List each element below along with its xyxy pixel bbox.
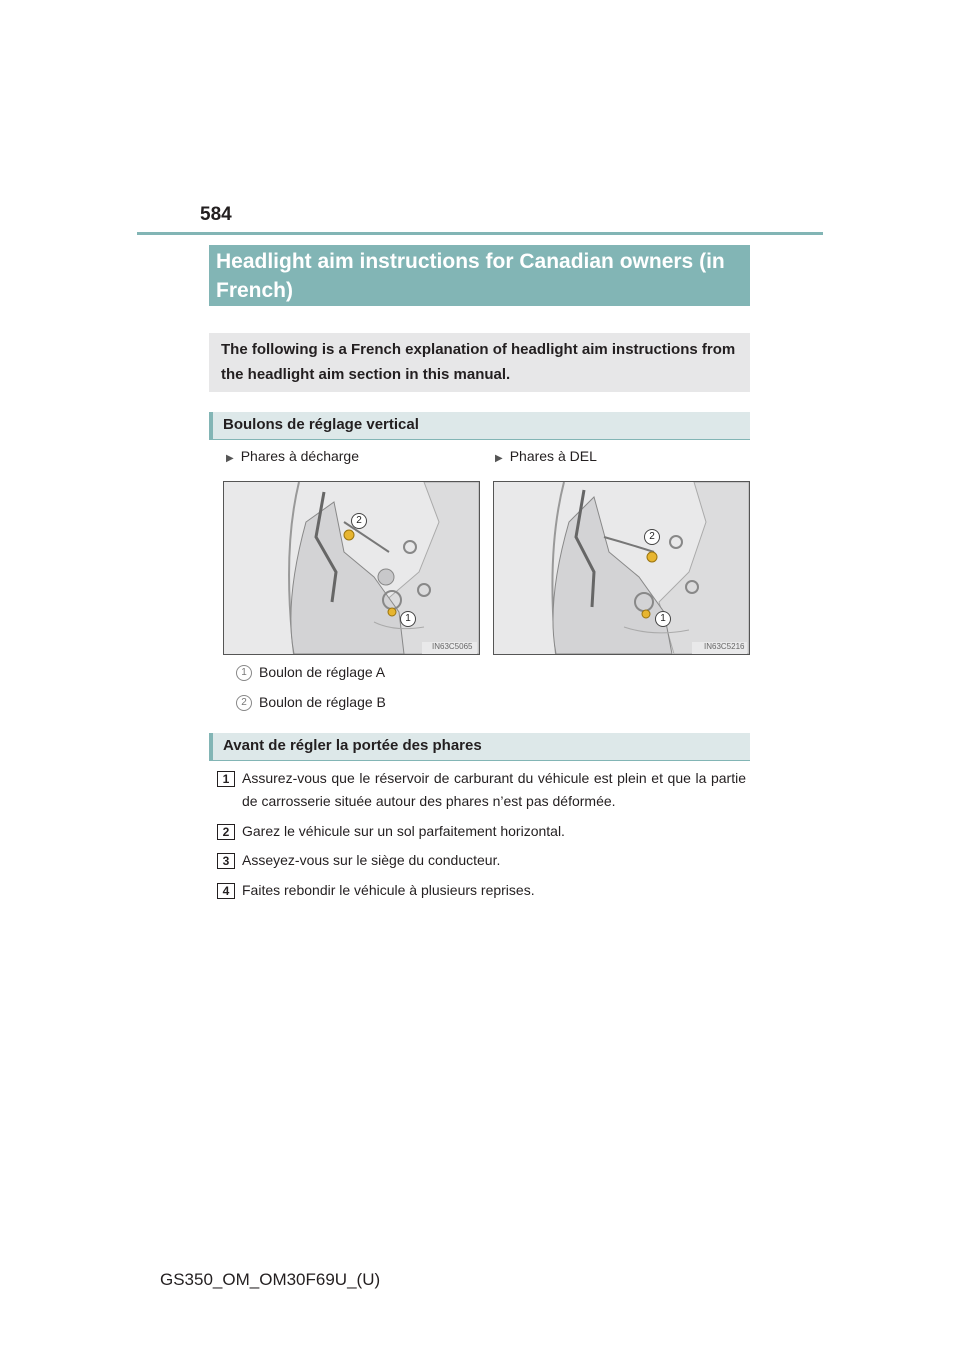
figure-code: IN63C5216 [704,642,745,651]
callout-1: 1 [655,610,671,628]
headlight-figure-discharge [223,481,480,655]
triangle-bullet-icon: ▶ [226,453,234,464]
top-rule [137,232,823,235]
intro-note: The following is a French explanation of headlight aim instructions from the headlight aim section in this manual. [209,333,750,392]
step-text: Faites rebondir le véhicule à plusieurs reprises. [242,882,535,898]
section-heading-vertical-bolts: Boulons de réglage vertical [209,412,750,440]
triangle-bullet-icon: ▶ [495,453,503,464]
figure-label-text: Phares à décharge [240,448,360,464]
page-title: Headlight aim instructions for Canadian owners (in French) [209,245,750,306]
step-text: Asseyez-vous sur le siège du conducteur. [242,852,501,868]
step-number: 2 [217,824,235,840]
step-number: 1 [217,771,235,787]
legend-number: 2 [236,695,252,711]
headlight-illustration [224,482,479,654]
callout-2: 2 [351,512,367,530]
step-number: 3 [217,853,235,869]
callout-1: 1 [400,610,416,628]
page-number: 584 [200,204,232,225]
legend-number: 1 [236,665,252,681]
section-heading-before-adjusting: Avant de régler la portée des phares [209,733,750,761]
footer-model-code: GS350_OM_OM30F69U_(U) [160,1270,381,1289]
step-text: Garez le véhicule sur un sol parfaitement horizontal. [242,823,565,839]
figure-label-text: Phares à DEL [509,448,597,464]
legend-text: Boulon de réglage A [259,664,386,680]
headlight-figure-led [493,481,750,655]
figure-code: IN63C5065 [432,642,473,651]
headlight-illustration [494,482,749,654]
legend-item [236,694,386,711]
figure-label-discharge [226,448,359,464]
legend-item [236,664,385,681]
callout-2: 2 [644,528,660,546]
step-text: Assurez-vous que le réservoir de carburant du véhicule est plein et que la partie de carrosserie située autour des phares n’est pas déformée. [242,770,746,809]
figure-label-led [495,448,597,464]
legend-text: Boulon de réglage B [259,694,386,710]
step-number: 4 [217,883,235,899]
